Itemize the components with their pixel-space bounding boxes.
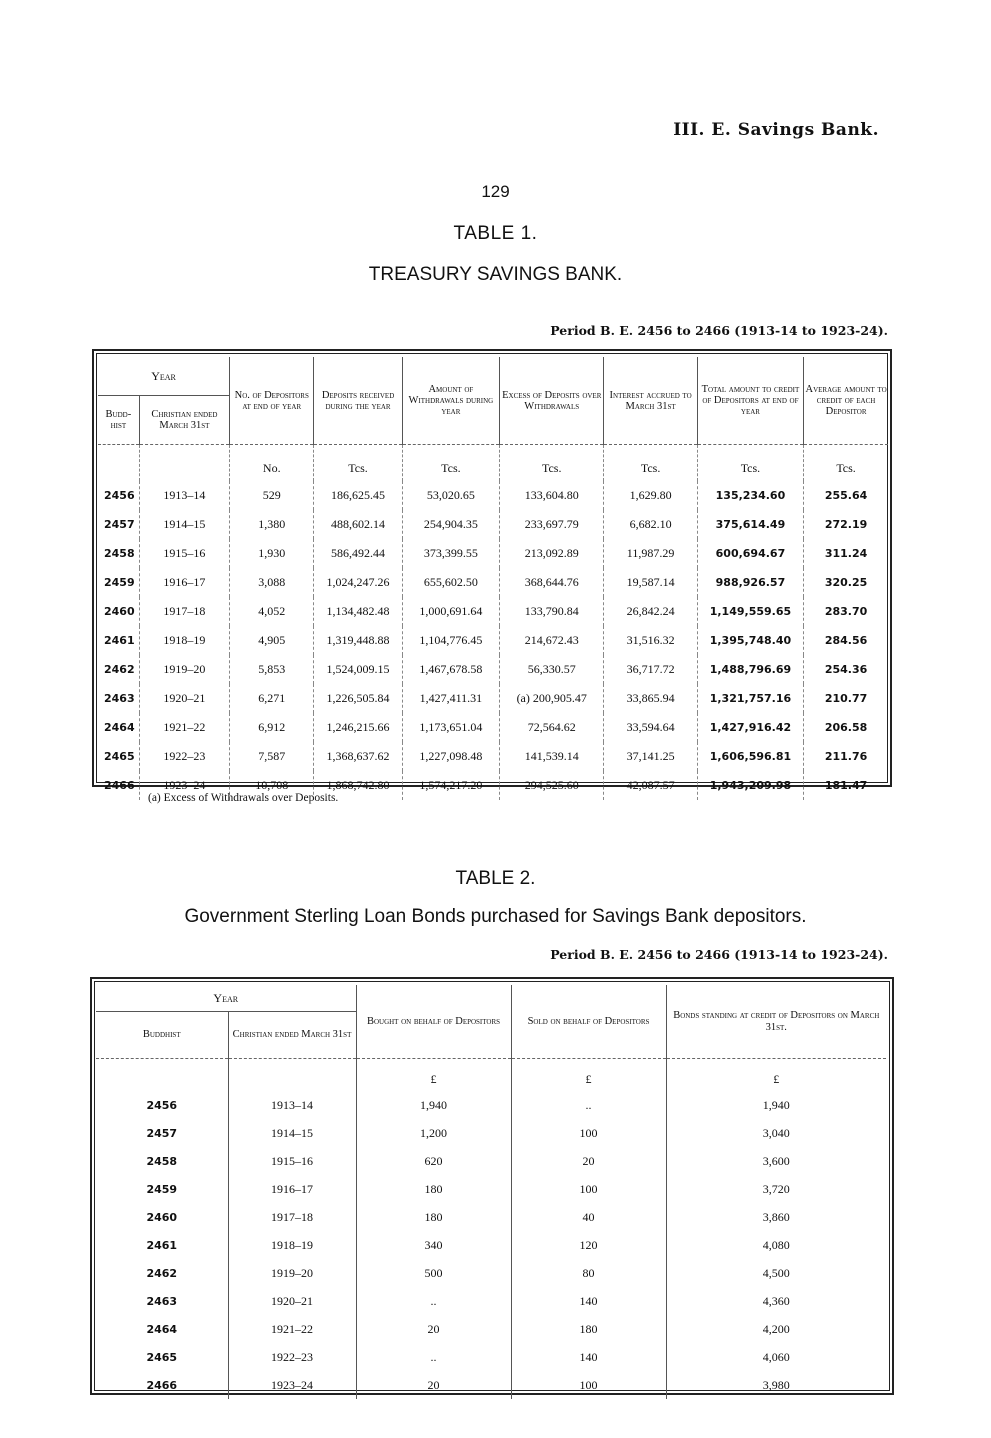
table-cell: 2464 [146,1322,178,1336]
table-cell: 4,052 [230,597,314,626]
unit-cell: Tcs. [402,445,499,482]
table-cell: 2461 [146,1238,178,1252]
table-cell: 20 [356,1371,511,1399]
t1-header-buddhist: Budd- hist [98,396,139,445]
table-cell: 2465 [104,750,135,763]
table-cell: 233,697.79 [500,510,604,539]
t2-header-bought: Bought on behalf of Depositors [356,985,511,1059]
table-row [96,1175,886,1203]
table-cell: 529 [230,481,314,510]
table-cell: 3,088 [230,568,314,597]
table-cell: 2457 [146,1126,178,1140]
t2-header-buddhist: Buddhist [96,1012,228,1059]
t1-header-average: Average amount to credit of each Depositor [804,357,888,445]
table-cell: 4,905 [230,626,314,655]
table-cell: 72,564.62 [500,713,604,742]
table-cell: 40 [511,1203,666,1231]
table-cell: 135,234.60 [697,481,803,510]
table-cell: 2462 [104,663,135,676]
t1-header-withdrawals: Amount of Withdrawals during year [402,357,499,445]
table-cell: 586,492.44 [314,539,402,568]
t1-body [98,445,888,801]
section-title: III. E. Savings Bank. [673,120,879,140]
table-cell: 1922–23 [139,742,229,771]
table-cell: 340 [356,1231,511,1259]
table-cell: 1919–20 [228,1259,356,1287]
table1-subtitle: TREASURY SAVINGS BANK. [368,264,623,285]
table-cell: 211.76 [804,742,888,771]
table-cell: 6,271 [230,684,314,713]
table-cell: 214,672.43 [500,626,604,655]
table-cell: 1,940 [666,1091,886,1119]
table-cell: 988,926.57 [697,568,803,597]
table-cell: 2458 [104,547,135,560]
table-cell: 1918–19 [228,1231,356,1259]
table-cell: 1,629.80 [604,481,697,510]
table-cell: 6,682.10 [604,510,697,539]
table-cell: 56,330.57 [500,655,604,684]
table-cell: .. [511,1091,666,1119]
table-cell: 180 [356,1203,511,1231]
table-cell: 7,587 [230,742,314,771]
table-cell: 4,500 [666,1259,886,1287]
table-cell: 3,980 [666,1371,886,1399]
table1 [98,357,888,800]
unit-cell: Tcs. [500,445,604,482]
table-cell: 1923–24 [139,771,229,800]
table-cell: 140 [511,1343,666,1371]
t2-header-sold: Sold on behalf of Depositors [511,985,666,1059]
table-row [98,684,888,713]
table-cell: 11,987.29 [604,539,697,568]
table-cell: 1916–17 [228,1175,356,1203]
table-row [96,1091,886,1119]
table-cell: 1,940 [356,1091,511,1119]
table-cell: 655,602.50 [402,568,499,597]
table-cell: 3,860 [666,1203,886,1231]
table-row [98,742,888,771]
unit-cell: Tcs. [804,445,888,482]
unit-cell: £ [356,1059,511,1092]
table-cell: 373,399.55 [402,539,499,568]
table-cell: 33,594.64 [604,713,697,742]
table2-title: TABLE 2. [455,868,536,889]
table-cell: 181.47 [804,771,888,800]
table-cell: 186,625.45 [314,481,402,510]
table-cell: 2456 [104,489,135,502]
table-cell: 1,395,748.40 [697,626,803,655]
table-cell: 37,141.25 [604,742,697,771]
table-cell: 1923–24 [228,1371,356,1399]
table-cell: 1921–22 [139,713,229,742]
table-cell: 1,200 [356,1119,511,1147]
table-cell: (a) 200,905.47 [500,684,604,713]
table-cell: 1,173,651.04 [402,713,499,742]
unit-cell: Tcs. [697,445,803,482]
table-cell: 2465 [146,1350,178,1364]
table-cell: 2466 [104,779,135,792]
table-cell: 213,092.89 [500,539,604,568]
table-cell: 1921–22 [228,1315,356,1343]
table-cell: 255.64 [804,481,888,510]
table-row [96,1231,886,1259]
table-cell: 320.25 [804,568,888,597]
table-cell: 133,790.84 [500,597,604,626]
table-cell: 133,604.80 [500,481,604,510]
table-cell: 1,321,757.16 [697,684,803,713]
table-cell: .. [356,1343,511,1371]
table-cell: 1,319,448.88 [314,626,402,655]
table-cell: 20 [356,1315,511,1343]
t2-body [96,1059,886,1400]
table-cell: 100 [511,1371,666,1399]
t1-header-total: Total amount to credit of Depositors at end of year [697,357,803,445]
table-cell: 1915–16 [139,539,229,568]
table-cell: 140 [511,1287,666,1315]
table-row [98,539,888,568]
table-cell: 1919–20 [139,655,229,684]
t1-header-year: Year [151,368,176,383]
unit-cell: £ [511,1059,666,1092]
table2-period: Period B. E. 2456 to 2466 (1913-14 to 1923-24). [550,947,888,962]
table-cell: 100 [511,1175,666,1203]
table-cell: 283.70 [804,597,888,626]
unit-cell: Tcs. [314,445,402,482]
table1-period: Period B. E. 2456 to 2466 (1913-14 to 1923-24). [550,323,888,338]
table-cell: 53,020.65 [402,481,499,510]
table-cell: 1,943,209.98 [697,771,803,800]
table-row [96,1259,886,1287]
table-cell: 4,080 [666,1231,886,1259]
table-cell: 3,720 [666,1175,886,1203]
table-cell: 4,060 [666,1343,886,1371]
table-cell: 26,842.24 [604,597,697,626]
table-cell: 2464 [104,721,135,734]
table-cell: 488,602.14 [314,510,402,539]
unit-cell: Tcs. [604,445,697,482]
table-cell: 1,246,215.66 [314,713,402,742]
table-cell: 2463 [104,692,135,705]
table-row [98,597,888,626]
table-cell: 254,904.35 [402,510,499,539]
table-cell: 375,614.49 [697,510,803,539]
table-cell: 180 [356,1175,511,1203]
table-cell: 1917–18 [139,597,229,626]
unit-cell [139,445,229,482]
table-cell: 600,694.67 [697,539,803,568]
table-cell: 33,865.94 [604,684,697,713]
table2 [96,985,886,1399]
table-cell: 254.36 [804,655,888,684]
t2-header-standing: Bonds standing at credit of Depositors on March 31st. [666,985,886,1059]
table-cell: 42,087.57 [604,771,697,800]
table-cell: 2463 [146,1294,178,1308]
unit-cell: £ [666,1059,886,1092]
table-cell: 120 [511,1231,666,1259]
table-cell: 36,717.72 [604,655,697,684]
table-cell: 1917–18 [228,1203,356,1231]
table-cell: .. [356,1287,511,1315]
table-cell: 4,200 [666,1315,886,1343]
t1-header-depositors: No. of Depositors at end of year [230,357,314,445]
table-cell: 100 [511,1119,666,1147]
table-cell: 1,226,505.84 [314,684,402,713]
table-cell: 2458 [146,1154,178,1168]
table-row [98,626,888,655]
table-cell: 1918–19 [139,626,229,655]
table-cell: 1,524,009.15 [314,655,402,684]
table-row [98,713,888,742]
table-cell: 2460 [146,1210,178,1224]
table-cell: 1,574,217.20 [402,771,499,800]
table-cell: 80 [511,1259,666,1287]
t2-header-christian: Christian ended March 31st [228,1012,356,1059]
table-cell: 3,600 [666,1147,886,1175]
table-cell: 1,380 [230,510,314,539]
unit-cell [98,445,139,482]
table-row [96,1371,886,1399]
unit-cell [96,1059,228,1092]
table-cell: 1914–15 [139,510,229,539]
table-cell: 272.19 [804,510,888,539]
table-cell: 5,853 [230,655,314,684]
table-cell: 206.58 [804,713,888,742]
table-row [96,1147,886,1175]
table-cell: 311.24 [804,539,888,568]
table-cell: 1,134,482.48 [314,597,402,626]
table-cell: 1,000,691.64 [402,597,499,626]
table-cell: 2460 [104,605,135,618]
table-row [96,1315,886,1343]
t1-header-christian: Christian ended March 31st [139,396,229,445]
table-row [98,568,888,597]
table-row [98,655,888,684]
table-cell: 210.77 [804,684,888,713]
table-cell: 31,516.32 [604,626,697,655]
t1-header-excess: Excess of Deposits over Withdrawals [500,357,604,445]
table-cell: 3,040 [666,1119,886,1147]
table-cell: 1,868,742.80 [314,771,402,800]
t2-header-year: Year [213,991,239,1005]
table-cell: 1,227,098.48 [402,742,499,771]
units-row [96,1059,886,1092]
table-cell: 180 [511,1315,666,1343]
table-cell: 1922–23 [228,1343,356,1371]
table1-footnote: (a) Excess of Withdrawals over Deposits. [148,792,339,804]
table1-title: TABLE 1. [453,223,538,244]
table-cell: 1914–15 [228,1119,356,1147]
table-cell: 19,587.14 [604,568,697,597]
table-cell: 1,427,916.42 [697,713,803,742]
table2-subtitle: Government Sterling Loan Bonds purchased for Savings Bank depositors. [184,906,807,927]
table-cell: 1915–16 [228,1147,356,1175]
table-row [96,1119,886,1147]
t1-header-interest: Interest accrued to March 31st [604,357,697,445]
table-row [96,1203,886,1231]
table-cell: 1,368,637.62 [314,742,402,771]
table-cell: 1920–21 [139,684,229,713]
table-cell: 368,644.76 [500,568,604,597]
table-cell: 4,360 [666,1287,886,1315]
table-cell: 1,488,796.69 [697,655,803,684]
t1-header-deposits: Deposits received during the year [314,357,402,445]
table-cell: 20 [511,1147,666,1175]
table-cell: 1,024,247.26 [314,568,402,597]
table-row [98,510,888,539]
table-cell: 294,525.60 [500,771,604,800]
table-cell: 1916–17 [139,568,229,597]
table-cell: 141,539.14 [500,742,604,771]
table-cell: 1,149,559.65 [697,597,803,626]
table-cell: 284.56 [804,626,888,655]
table-cell: 620 [356,1147,511,1175]
table-row [96,1287,886,1315]
unit-cell: No. [230,445,314,482]
table-cell: 2459 [104,576,135,589]
table-cell: 1,104,776.45 [402,626,499,655]
units-row [98,445,888,482]
table-cell: 2457 [104,518,135,531]
table-cell: 1,467,678.58 [402,655,499,684]
table-row [98,481,888,510]
table-cell: 1913–14 [228,1091,356,1119]
table-cell: 1913–14 [139,481,229,510]
table-cell: 1,606,596.81 [697,742,803,771]
page-number: 129 [481,182,510,201]
table-row [96,1343,886,1371]
table-cell: 2456 [146,1098,178,1112]
table-cell: 2461 [104,634,135,647]
table-cell: 500 [356,1259,511,1287]
table-cell: 2462 [146,1266,178,1280]
unit-cell [228,1059,356,1092]
table-cell: 6,912 [230,713,314,742]
table-cell: 1920–21 [228,1287,356,1315]
table-cell: 10,708 [230,771,314,800]
table-cell: 2459 [146,1182,178,1196]
table-cell: 2466 [146,1378,178,1392]
table-cell: 1,930 [230,539,314,568]
table-cell: 1,427,411.31 [402,684,499,713]
